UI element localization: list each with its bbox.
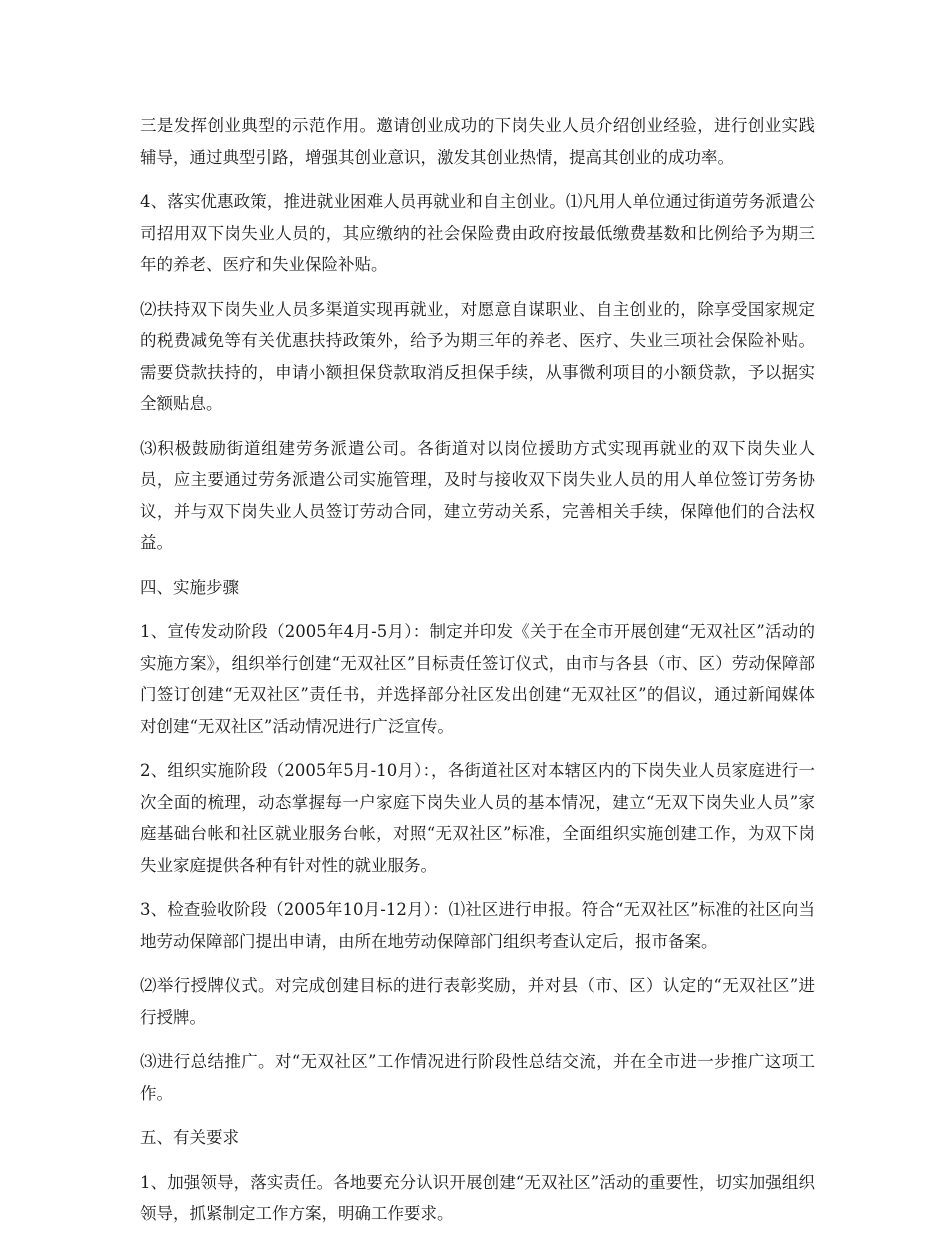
paragraph-preferential-policy: 4、落实优惠政策，推进就业困难人员再就业和自主创业。⑴凡用人单位通过街道劳务派遣公司招用双下岗失业人员的，其应缴纳的社会保险费由政府按最低缴费基数和比例给予为期三年的养老、医疗和失业保险补贴。 (140, 192, 815, 274)
paragraph-strengthen-leadership: 1、加强领导，落实责任。各地要充分认识开展创建“无双社区”活动的重要性，切实加强组织领导，抓紧制定工作方案，明确工作要求。 (140, 1172, 815, 1223)
section-heading-requirements: 五、有关要求 (140, 1128, 239, 1147)
section-heading-implementation-steps: 四、实施步骤 (140, 577, 239, 597)
paragraph-inspection-stage: 3、检查验收阶段（2005年10月-12月）：⑴社区进行申报。符合“无双社区”标准的社区向当地劳动保障部门提出申请，由所在地劳动保障部门组织考查认定后，报市备案。 (140, 900, 815, 951)
paragraph-labor-dispatch: ⑶积极鼓励街道组建劳务派遣公司。各街道对以岗位援助方式实现再就业的双下岗失业人员，应主要通过劳务派遣公司实施管理，及时与接收双下岗失业人员的用人单位签订劳务协议，并与双下岗失业人员签订劳动合同，建立劳动关系，完善相关手续，保障他们的合法权益。 (140, 438, 815, 552)
paragraph-multi-channel-support: ⑵扶持双下岗失业人员多渠道实现再就业，对愿意自谋职业、自主创业的，除享受国家规定的税费减免等有关优惠扶持政策外，给予为期三年的养老、医疗、失业三项社会保险补贴。需要贷款扶持的，申请小额担保贷款取消反担保手续，从事微利项目的小额贷款，予以据实全额贴息。 (140, 299, 815, 413)
paragraph-publicity-stage: 1、宣传发动阶段（2005年4月-5月）：制定并印发《关于在全市开展创建“无双社区”活动的实施方案》，组织举行创建“无双社区”目标责任签订仪式，由市与各县（市、区）劳动保障部门签订创建“无双社区”责任书，并选择部分社区发出创建“无双社区”的倡议，通过新闻媒体对创建“无双社区”活动情况进行广泛宣传。 (140, 622, 815, 736)
document-body (140, 110, 815, 1243)
paragraph-award-ceremony: ⑵举行授牌仪式。对完成创建目标的进行表彰奖励，并对县（市、区）认定的“无双社区”进行授牌。 (140, 976, 815, 1027)
paragraph-implementation-stage: 2、组织实施阶段（2005年5月-10月）：，各街道社区对本辖区内的下岗失业人员家庭进行一次全面的梳理，动态掌握每一户家庭下岗失业人员的基本情况，建立“无双下岗失业人员”家庭基础台帐和社区就业服务台帐，对照“无双社区”标准，全面组织实施创建工作，为双下岗失业家庭提供各种有针对性的就业服务。 (140, 761, 815, 875)
paragraph-entrepreneur-demonstration: 三是发挥创业典型的示范作用。邀请创业成功的下岗失业人员介绍创业经验，进行创业实践辅导，通过典型引路，增强其创业意识，激发其创业热情，提高其创业的成功率。 (140, 116, 815, 167)
paragraph-summary-promotion: ⑶进行总结推广。对“无双社区”工作情况进行阶段性总结交流，并在全市进一步推广这项工作。 (140, 1052, 815, 1103)
